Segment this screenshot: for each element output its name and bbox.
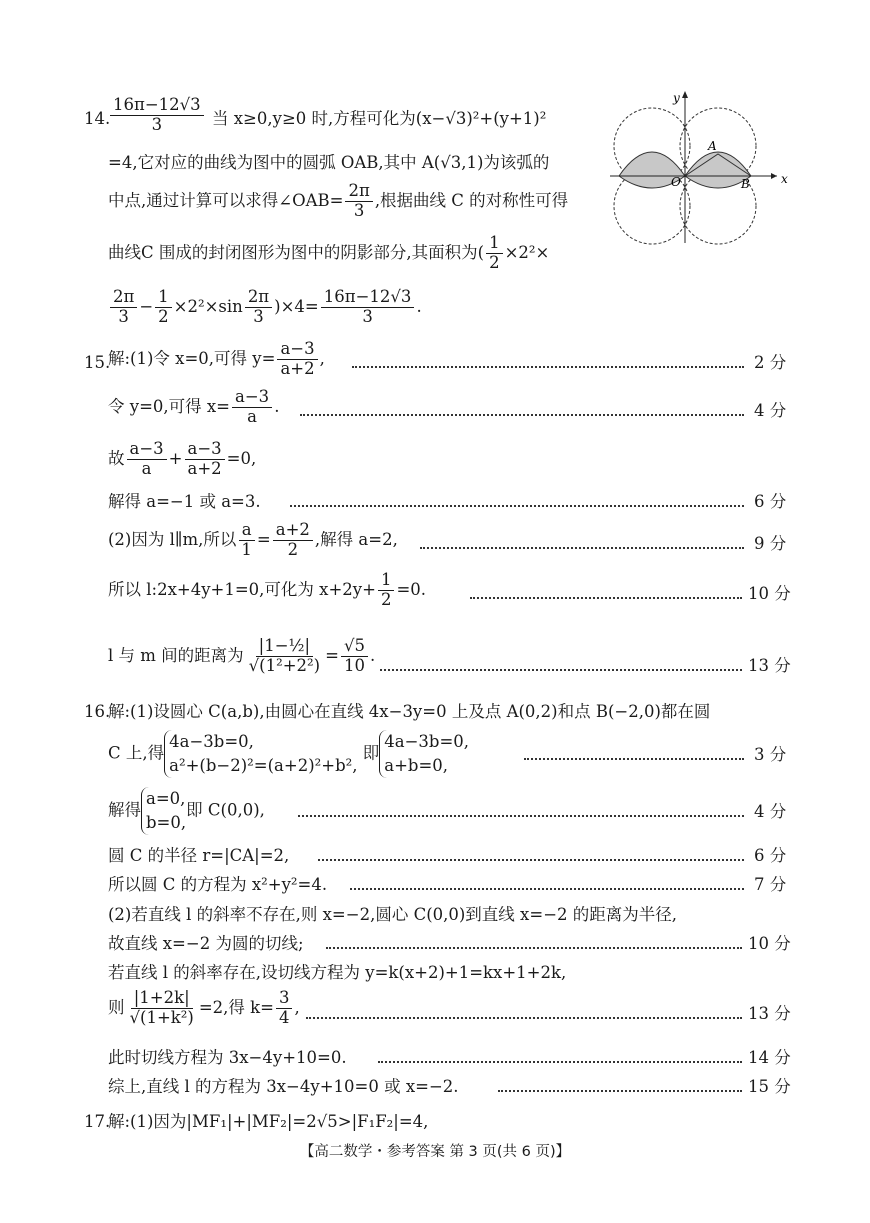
q14-f2-den: 2 [158, 306, 169, 326]
leader-dots [290, 505, 744, 507]
q16-text-1: 解:(1)设圆心 C(a,b),由圆心在直线 4x−3y=0 上及点 A(0,2)和点 B(−2,0)都在圆 [108, 702, 711, 721]
leader-dots [298, 815, 744, 817]
q15-score-6: 10 分 [748, 584, 791, 603]
q15-text-3 [108, 440, 256, 479]
label-o: O [671, 175, 681, 189]
q14-f3-num: 2π [245, 288, 272, 308]
q14-text-2: =4,它对应的曲线为图中的圆弧 OAB,其中 A(√3,1)为该弧的 [108, 153, 550, 172]
q15-r1-num: a−3 [277, 340, 317, 360]
q15-text-2a: 令 y=0,可得 x= [108, 396, 231, 416]
q16-score-2: 3 分 [754, 745, 787, 764]
leader-dots [326, 947, 742, 949]
q15-number: 15. [84, 353, 111, 372]
q14-answer-denominator: 3 [151, 114, 163, 134]
q14-half-denominator: 2 [489, 252, 500, 272]
q16-text-10: 此时切线方程为 3x−4y+10=0. [108, 1048, 347, 1067]
q16-r9-den: √(1+k²) [129, 1007, 194, 1027]
q15-text-5c: ,解得 a=2, [314, 529, 398, 549]
q16-system-3 [141, 787, 186, 835]
q15-text-7b: = [325, 645, 339, 665]
q16-text-6: (2)若直线 l 的斜率不存在,则 x=−2,圆心 C(0,0)到直线 x=−2 的距离为半径, [108, 905, 678, 924]
q14-text-4a: 曲线C 围成的封闭图形为图中的阴影部分,其面积为( [108, 242, 485, 262]
leader-dots [498, 1090, 742, 1092]
q14-text-3a: 中点,通过计算可以求得∠OAB= [108, 190, 344, 210]
leader-dots [420, 547, 744, 549]
q15-r7-num: |1−½| [256, 637, 313, 657]
q16-text-9b: =2,得 k= [198, 997, 274, 1017]
q15-r5-f1-den: 1 [241, 539, 252, 559]
q14-text-5a: − [139, 296, 154, 316]
leader-dots [352, 366, 744, 368]
q16-sys2-eq2: a+b=0, [384, 756, 449, 775]
q15-text-7c: . [369, 645, 376, 665]
q14-f4-den: 3 [362, 306, 373, 326]
q14-text-1: 当 x≥0,y≥0 时,方程可化为(x−√3)²+(y+1)² [212, 109, 547, 128]
q14-text-3 [108, 182, 568, 221]
q14-f3-den: 3 [253, 306, 264, 326]
q15-r2-num: a−3 [232, 388, 272, 408]
label-a: A [708, 139, 717, 153]
q16-text-9a: 则 [108, 997, 125, 1017]
label-x: x [781, 172, 788, 186]
q16-score-7: 10 分 [748, 934, 791, 953]
q15-text-7 [108, 637, 375, 676]
q14-f4-num: 16π−12√3 [321, 288, 415, 308]
leader-dots [300, 414, 744, 416]
q16-system-1 [164, 730, 357, 778]
q15-r3-f1-den: a [141, 458, 152, 478]
q16-score-10: 14 分 [748, 1048, 791, 1067]
q14-f1-num: 2π [110, 288, 137, 308]
q16-text-3 [108, 787, 265, 835]
leader-dots [380, 669, 742, 671]
q16-text-8: 若直线 l 的斜率存在,设切线方程为 y=k(x+2)+1=kx+1+2k, [108, 963, 567, 982]
q16-score-3: 4 分 [754, 802, 787, 821]
q15-r7-f2-den: 10 [343, 655, 365, 675]
q15-score-1: 2 分 [754, 353, 787, 372]
q14-text-4 [108, 234, 549, 273]
q16-text-4: 圆 C 的半径 r=|CA|=2, [108, 846, 290, 865]
q14-number: 14. [84, 109, 111, 128]
q17-number: 17. [84, 1112, 111, 1131]
q15-r7-den: √(1²+2²) [248, 655, 321, 675]
q16-r9-f2-num: 3 [276, 989, 293, 1009]
q15-r5-f2-num: a+2 [273, 521, 313, 541]
q15-r7-f2-num: √5 [341, 637, 368, 657]
q16-text-3a: 解得 [108, 800, 141, 820]
label-y: y [673, 91, 680, 105]
q16-text-2 [108, 730, 469, 778]
q16-sys1-eq1: 4a−3b=0, [169, 732, 254, 751]
q16-score-9: 13 分 [748, 1004, 791, 1023]
q15-text-4: 解得 a=−1 或 a=3. [108, 492, 261, 511]
q14-angle-numerator: 2π [345, 182, 372, 202]
q16-text-9 [108, 989, 300, 1028]
q15-text-6b: =0. [396, 579, 427, 599]
q15-r5-f2-den: 2 [287, 539, 299, 559]
q14-f2-num: 1 [155, 288, 172, 308]
leader-dots [350, 888, 744, 890]
q15-score-7: 13 分 [748, 656, 791, 675]
q15-score-5: 9 分 [754, 534, 787, 553]
q15-text-6 [108, 571, 426, 610]
q14-answer-numerator: 16π−12√3 [110, 96, 204, 116]
q16-sys3-eq1: a=0, [146, 789, 186, 808]
q14-angle-denominator: 3 [353, 200, 365, 220]
q14-f1-den: 3 [118, 306, 129, 326]
q15-text-1 [108, 340, 325, 379]
q14-text-5c: )×4= [274, 296, 319, 316]
label-b: B [741, 177, 750, 191]
q15-r3-f2-den: a+2 [187, 458, 222, 478]
q16-text-9c: , [294, 997, 300, 1017]
q15-text-5 [108, 521, 398, 560]
q15-r3-f2-num: a−3 [185, 440, 225, 460]
q15-r3-f1-num: a−3 [127, 440, 167, 460]
q15-text-3a: 故 [108, 448, 125, 468]
q15-text-3c: =0, [226, 448, 257, 468]
q16-score-4: 6 分 [754, 846, 787, 865]
q14-text-3b: ,根据曲线 C 的对称性可得 [374, 190, 569, 210]
q14-text-4b: ×2²× [504, 242, 550, 262]
q14-half-numerator: 1 [486, 234, 503, 254]
q16-r9-num: |1+2k| [131, 989, 193, 1009]
page-footer: 【高二数学・参考答案 第 3 页(共 6 页)】 [299, 1144, 571, 1160]
q15-r1-den: a+2 [280, 358, 315, 378]
q15-text-2b: . [274, 396, 280, 416]
leader-dots [318, 859, 744, 861]
x-axis-arrow [771, 173, 777, 179]
q14-text-5d: . [416, 296, 422, 316]
leader-dots [470, 597, 742, 599]
y-axis-arrow [682, 91, 688, 98]
q15-text-1b: , [319, 348, 325, 368]
q16-r9-f2-den: 4 [278, 1007, 290, 1027]
q15-text-3b: + [168, 448, 183, 468]
q15-r2-den: a [247, 406, 258, 426]
q15-score-4: 6 分 [754, 492, 787, 511]
q15-r6-den: 2 [380, 589, 392, 609]
q14-text-5b: ×2²×sin [173, 296, 243, 316]
leader-dots [306, 1017, 742, 1019]
q16-sys1-eq2: a²+(b−2)²=(a+2)²+b², [169, 756, 358, 775]
q15-text-2 [108, 388, 279, 427]
q15-r6-num: 1 [378, 571, 395, 591]
q17-text-1: 解:(1)因为|MF₁|+|MF₂|=2√5>|F₁F₂|=4, [108, 1112, 429, 1131]
q16-text-7: 故直线 x=−2 为圆的切线; [108, 934, 304, 953]
q15-score-2: 4 分 [754, 401, 787, 420]
q15-text-5b: = [256, 529, 271, 549]
q16-score-5: 7 分 [754, 875, 787, 894]
q16-text-2b: 即 [362, 743, 380, 763]
q16-system-2 [379, 730, 469, 778]
q16-text-2a: C 上,得 [108, 743, 165, 763]
q16-text-11: 综上,直线 l 的方程为 3x−4y+10=0 或 x=−2. [108, 1077, 459, 1096]
q15-text-6a: 所以 l:2x+4y+1=0,可化为 x+2y+ [108, 579, 376, 599]
q15-text-7a: l 与 m 间的距离为 [108, 645, 244, 665]
q14-answer [108, 96, 206, 135]
q16-text-3b: 即 C(0,0), [186, 800, 265, 820]
q16-sys2-eq1: 4a−3b=0, [384, 732, 470, 751]
q15-r5-f1-num: a [239, 521, 255, 541]
q15-text-1a: 解:(1)令 x=0,可得 y= [108, 348, 276, 368]
leader-dots [524, 758, 744, 760]
q16-number: 16. [84, 702, 111, 721]
q16-sys3-eq2: b=0, [146, 813, 187, 832]
leader-dots [378, 1061, 742, 1063]
q16-score-11: 15 分 [748, 1077, 791, 1096]
q14-figure [605, 88, 795, 248]
q14-text-5 [108, 288, 422, 327]
q16-text-5: 所以圆 C 的方程为 x²+y²=4. [108, 875, 328, 894]
q15-text-5a: (2)因为 l∥m,所以 [108, 529, 237, 549]
